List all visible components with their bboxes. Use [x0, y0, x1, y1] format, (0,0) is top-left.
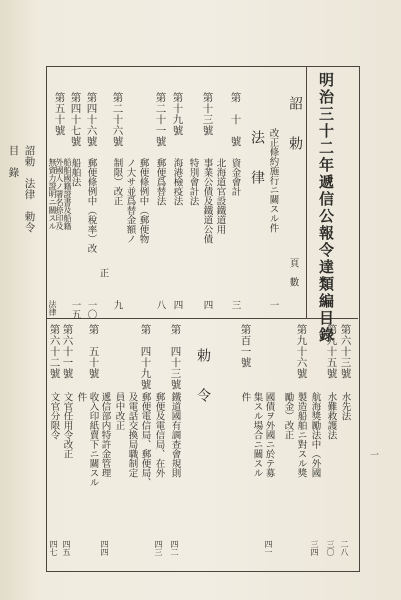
- law-cont-item-text: 國債ヲ外國ニ於テ募: [263, 392, 275, 478]
- ordinance-item-text: 文官分限令: [48, 392, 60, 440]
- ordinance-item-page: 四七: [49, 540, 58, 556]
- law-item-number: 第十三號: [201, 92, 214, 136]
- ordinance-item-cont: 員中改正: [113, 392, 125, 430]
- ordinance-item-page: 四五: [62, 540, 71, 556]
- ordinance-item-number: 第 五十號: [87, 324, 100, 379]
- ordinance-item-text: 鐵道國有調查會規則: [169, 392, 181, 478]
- ordinance-item-cont: 及電話交換局職制定: [126, 392, 138, 478]
- ordinance-item-page: 四二: [170, 540, 179, 556]
- ordinance-item-number: 第 四十三號: [169, 324, 182, 390]
- law-cont-item-page: 二八: [340, 540, 349, 556]
- law-item-cont: ノ大サ並爲替金額ノ: [124, 158, 136, 244]
- law-item-text: 郵便條例中（郵便物: [137, 158, 149, 244]
- running-header-label: 目 錄: [7, 145, 20, 178]
- ordinance-item-number: 第六十二號: [48, 324, 61, 379]
- law-cont-item-number: 第九十六號: [295, 324, 308, 379]
- law-item-text: 郵便爲替法: [154, 158, 166, 206]
- law-cont-item-text: 水難救護法: [325, 392, 337, 440]
- title-column-divider: [306, 66, 307, 318]
- law-cont-item-page: 三四: [310, 540, 319, 556]
- law-item-cont: 資金會計: [229, 158, 241, 196]
- law-item-number: 第二十一號: [154, 92, 167, 147]
- document-title: 明治三十二年遞信公報令達類編目錄: [317, 72, 335, 344]
- law-item-text: 船舶法: [69, 158, 81, 187]
- law-item-page: 四: [201, 300, 213, 310]
- law-item-cont: 無資力證明ニ關スル: [48, 158, 57, 230]
- law-cont-item-cont: 件: [239, 392, 251, 402]
- ordinance-item-cont: 件: [75, 392, 87, 402]
- running-subheader: 詔勅 法律 勅令: [23, 145, 36, 233]
- ordinance-item-cont: 收入印紙賣下ニ關スル: [87, 392, 99, 487]
- law-item-text: 郵便條例中（稅率）改: [85, 158, 97, 253]
- law-item-cont: 法律: [48, 300, 57, 316]
- edict-item-page: 一: [267, 300, 279, 310]
- section-heading-ordinance: 勅 令: [195, 348, 211, 408]
- law-item-page: 一〇: [85, 300, 97, 319]
- page-number: 一: [368, 450, 378, 459]
- law-item-number: 第 十 號: [229, 92, 242, 147]
- law-item-text: 船舶國籍證書及船籍: [63, 158, 72, 230]
- law-item-cont: 制限）改正: [111, 158, 123, 206]
- law-cont-item-number: 第九十五號: [325, 324, 338, 379]
- law-cont-item-number: 第百一號: [239, 324, 252, 368]
- law-cont-item-page: 三〇: [326, 540, 335, 556]
- law-cont-item-text: 航海獎勵法中（外國: [309, 392, 321, 478]
- law-item-page: 九: [111, 300, 123, 310]
- law-item-number: 第四十七號: [69, 92, 82, 147]
- section-heading-edict: 詔 勅: [287, 96, 303, 156]
- law-item-text: 北海道官設鐵道用: [214, 158, 226, 234]
- law-item-page: 一五: [69, 300, 81, 319]
- law-item-number: 第十九號: [171, 92, 184, 136]
- edict-item-text: 改正條約施行ニ關スル件: [267, 128, 279, 233]
- law-cont-item-cont: 勵金）改正: [282, 392, 294, 440]
- law-item-text: 海港檢疫法: [171, 158, 183, 206]
- law-item-cont: 特別會計法: [187, 158, 199, 206]
- law-cont-item-number: 第六十三號: [339, 324, 352, 379]
- ordinance-item-text: 遞信部内特許金管理: [99, 392, 111, 478]
- ordinance-item-text: 郵便及電信局、在外: [153, 392, 165, 478]
- ordinance-item-page: 四三: [154, 540, 163, 556]
- law-item-cont: 正: [97, 268, 109, 278]
- law-item-page: 八: [154, 300, 166, 310]
- ordinance-item-cont: 郵便電信局、郵便局、: [139, 392, 151, 487]
- law-cont-item-text: 水先法: [339, 392, 351, 421]
- law-item-text: 事業公債及鐵道公債: [201, 158, 213, 244]
- law-cont-item-cont: 製造船舶ニ對スル獎: [295, 392, 307, 478]
- law-item-page: 四: [171, 300, 183, 310]
- law-item-page: 三: [229, 300, 241, 310]
- law-cont-item-page: 四一: [264, 540, 273, 556]
- law-cont-item-cont: 集スル場合ニ關スル: [251, 392, 263, 478]
- ordinance-item-text: 文官任用令改正: [61, 392, 73, 459]
- law-item-number: 第二十六號: [111, 92, 124, 147]
- law-item-number: 第五十號: [53, 92, 66, 136]
- ordinance-item-number: 第六十一號: [61, 324, 74, 379]
- section-heading-law: 法 律: [249, 130, 265, 190]
- ordinance-item-page: 四四: [100, 540, 109, 556]
- ordinance-item-number: 第 四十九號: [139, 324, 152, 390]
- column-label-pages: 頁 數: [287, 258, 299, 287]
- law-item-cont: 外國人ノ署名捺印及: [55, 158, 64, 230]
- law-item-number: 第四十六號: [85, 92, 98, 147]
